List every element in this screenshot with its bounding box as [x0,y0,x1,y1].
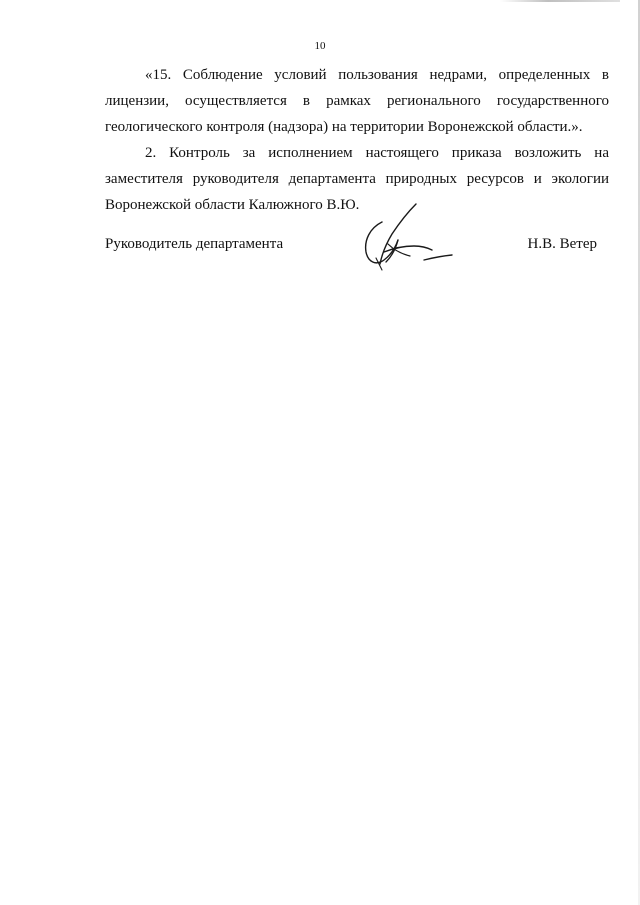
scan-edge-top [500,0,620,2]
paragraph-clause-15: «15. Соблюдение условий пользования недрами, определенных в лицензии, осуществляется в рамках регионального государственного геологического контроля (надзора) на территории Воронежской области.». [105,67,609,135]
handwritten-signature [352,200,456,272]
signer-title: Руководитель департамента [105,236,284,252]
page-number: 10 [314,40,326,52]
signature-block [105,231,597,257]
signer-name: Н.В. Ветер [527,236,597,252]
paragraph-control-assignment: 2. Контроль за исполнением настоящего приказа возложить на заместителя руководителя департамента природных ресурсов и экологии Воронежской области Калюжного В.Ю. [105,145,609,213]
